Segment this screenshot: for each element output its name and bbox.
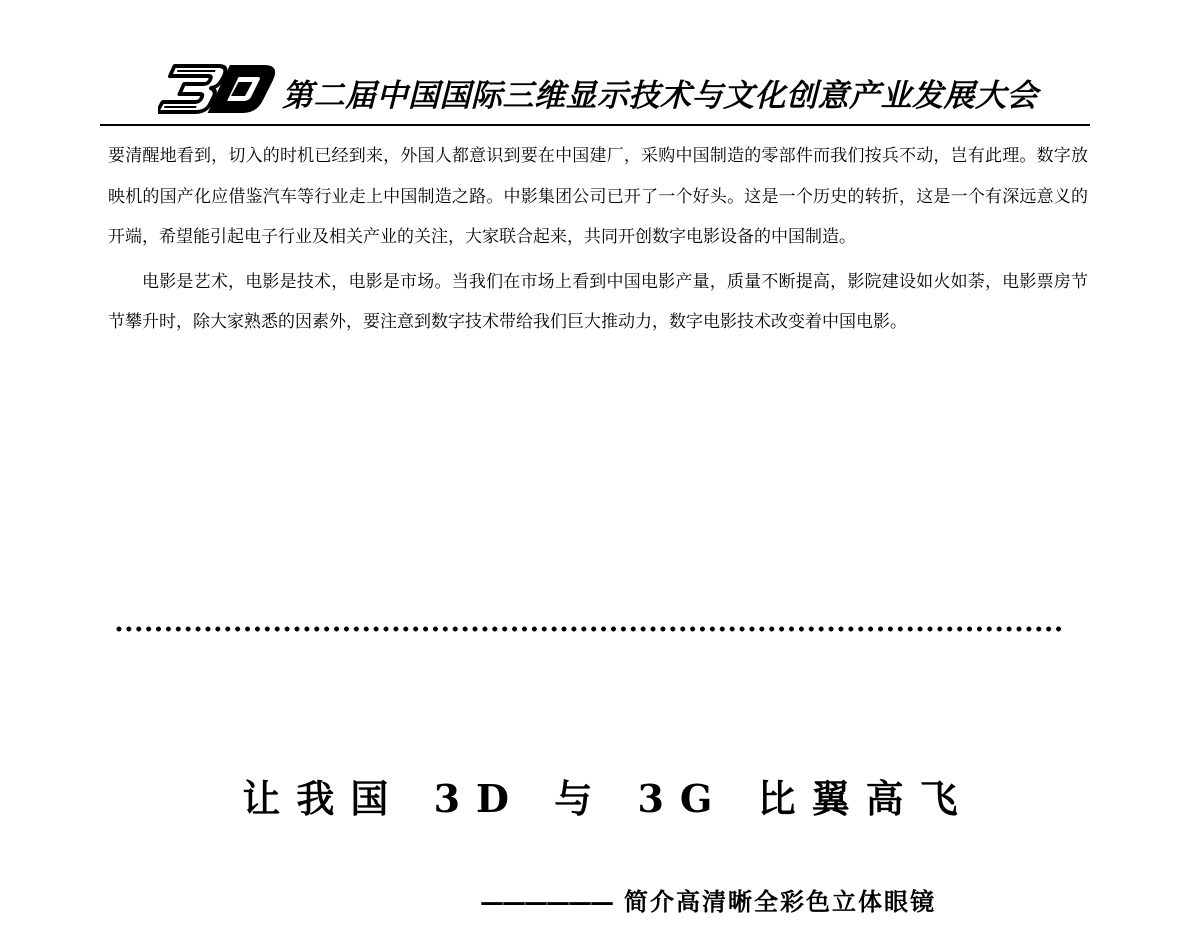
paragraph-2: 电影是艺术，电影是技术，电影是市场。当我们在市场上看到中国电影产量，质量不断提高，影院建设如火如荼，电影票房节节攀升时，除大家熟悉的因素外，要注意到数字技术带给我们巨大推动力，数字电影技术改变着中国电影。: [108, 271, 1088, 332]
article-body: [108, 136, 1088, 343]
3d-logo-icon: [158, 60, 278, 116]
header-rule: [100, 124, 1090, 126]
dotted-divider: [114, 626, 1062, 632]
conference-title: 第二届中国国际三维显示技术与文化创意产业发展大会: [282, 78, 1038, 114]
subtitle-dash: ——————: [480, 887, 612, 916]
paragraph-1: 要清醒地看到，切入的时机已经到来，外国人都意识到要在中国建厂，采购中国制造的零部件而我们按兵不动，岂有此理。数字放映机的国产化应借鉴汽车等行业走上中国制造之路。中影集团公司已开了一个好头。这是一个历史的转折，这是一个有深远意义的开端，希望能引起电子行业及相关产业的关注，大家联合起来，共同开创数字电影设备的中国制造。: [108, 146, 1088, 247]
subtitle-text: 简介高清晰全彩色立体眼镜: [624, 887, 936, 916]
page-header: [100, 52, 1090, 128]
article-subtitle: [480, 882, 936, 917]
article-title: 让我国 3D 与 3G 比翼高飞: [242, 776, 974, 821]
